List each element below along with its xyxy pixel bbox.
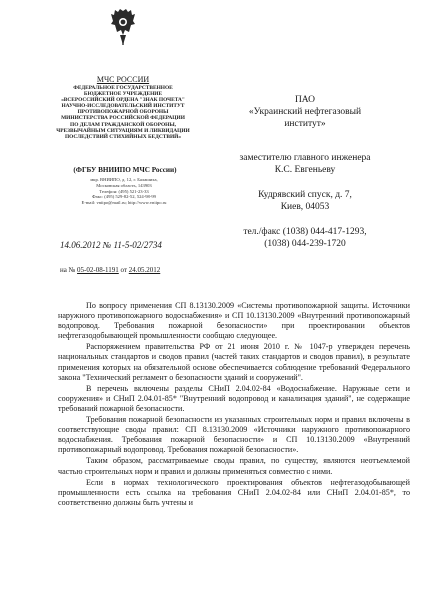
ministry-title: МЧС РОССИИ: [96, 75, 150, 84]
registration-number: № 11-5-02/2734: [102, 240, 162, 250]
org-line: ЧРЕЗВЫЧАЙНЫМ СИТУАЦИЯМ И ЛИКВИДАЦИИ: [56, 127, 190, 134]
reference-from: от: [120, 266, 127, 274]
body-paragraph: Распоряжением правительства РФ от 21 июня 2010 г. № 1047-р утвержден перечень национальных стандартов и сводов правил (частей таких стандартов и сводов правил), в результате применения которых на обязательной основе обеспечивается соблюдение требований Федерального закона "Технический регламент о безопасности зданий и сооружений".: [58, 342, 410, 382]
reference-number: 05-02-08-1191: [77, 266, 119, 274]
body-paragraph: Если в нормах технологического проектирования объектов нефтегазодобывающей промышленности есть ссылка на требования СНиП 2.04.02-84 или СНиП 2.04.01-85*, то соответственно должны быть учтены и: [58, 477, 410, 507]
address-line: Московская область, 143903: [96, 182, 152, 188]
recipient-line: Киев, 04053: [280, 202, 330, 212]
recipient-company: [215, 94, 395, 130]
body-paragraph: Таким образом, рассматриваемые своды правил, по существу, являются неотъемлемой частью строительных норм и правил и должны применяться совместно с ними.: [58, 456, 410, 476]
coat-of-arms-emblem: [111, 8, 135, 46]
registration-line: [60, 240, 162, 250]
sender-address: [64, 177, 184, 206]
org-line: ФЕДЕРАЛЬНОЕ ГОСУДАРСТВЕННОЕ: [73, 85, 173, 91]
recipient-line: К.С. Евгеньеву: [274, 165, 336, 175]
recipient-person: [215, 152, 395, 176]
recipient-line: ПАО: [294, 95, 316, 105]
org-line: ПРОТИВОПОЖАРНОЙ ОБОРОНЫ: [77, 109, 169, 116]
recipient-line: Кудрявский спуск, д. 7,: [258, 190, 352, 200]
org-line: МИНИСТЕРСТВА РОССИЙСКОЙ ФЕДЕРАЦИИ: [61, 115, 185, 122]
address-line: Факс: (495) 529-82-52, 524-98-99: [92, 194, 156, 200]
organization-abbreviation: (ФГБУ ВНИИПО МЧС России): [73, 166, 177, 174]
recipient-line: тел./факс (1038) 044-417-1293,: [243, 227, 367, 237]
recipient-phones: [215, 226, 395, 250]
org-line: «ВСЕРОССИЙСКИЙ ОРДЕНА "ЗНАК ПОЧЕТА": [61, 97, 185, 104]
org-line: НАУЧНО-ИССЛЕДОВАТЕЛЬСКИЙ ИНСТИТУТ: [61, 103, 185, 110]
recipient-line: заместителю главного инженера: [239, 153, 371, 163]
body-paragraph: В перечень включены разделы СНиП 2.04.02-84 «Водоснабжение. Наружные сети и сооружения» и СНиП 2.04.01-85* "Внутренний водопровод и канализация зданий", не содержащие требований пожарной безопасности.: [58, 383, 410, 413]
letter-body: [58, 301, 410, 509]
address-line: Телефон: (495) 521-23-33: [99, 188, 149, 194]
org-line: ПО ДЕЛАМ ГРАЖДАНСКОЙ ОБОРОНЫ,: [70, 121, 176, 128]
org-line: БЮДЖЕТНОЕ УЧРЕЖДЕНИЕ: [83, 91, 163, 98]
recipient-line: (1038) 044-239-1720: [264, 239, 346, 249]
reference-date: 24.05.2012: [128, 266, 161, 274]
recipient-line: институт»: [284, 119, 326, 129]
body-paragraph: Требования пожарной безопасности из указанных строительных норм и правил включены в соответствующие своды правил: СП 8.13130.2009 «Источники наружного противопожарного водоснабжения. Требования пожарной безопасности» и СП 10.13130.2009 «Внутренний противопожарный водопровод. Требования пожарной безопасности».: [58, 415, 410, 455]
recipient-line: «Украинский нефтегазовый: [248, 107, 362, 117]
reference-prefix: на №: [60, 266, 76, 274]
body-paragraph: По вопросу применения СП 8.13130.2009 «Системы противопожарной защиты. Источники наружного противопожарного водоснабжения» и СП 10.13130.2009 «Внутренний противопожарный водопровод. Требования пожарной безопасности» при проектировании объектов нефтегазодобывающей промышленности сообщаю следующее.: [58, 301, 410, 341]
recipient-address: [215, 189, 395, 213]
registration-date: 14.06.2012: [60, 240, 101, 250]
organization-name: [28, 85, 218, 140]
address-line: E-mail: vniipo@mail.ru; http://www.vniipo.ru: [81, 200, 167, 206]
reference-line: [60, 266, 160, 274]
address-line: мкр. ВНИИПО, д. 12, г. Балашиха,: [90, 177, 158, 182]
org-line: ПОСЛЕДСТВИЙ СТИХИЙНЫХ БЕДСТВИЙ»: [64, 133, 182, 140]
